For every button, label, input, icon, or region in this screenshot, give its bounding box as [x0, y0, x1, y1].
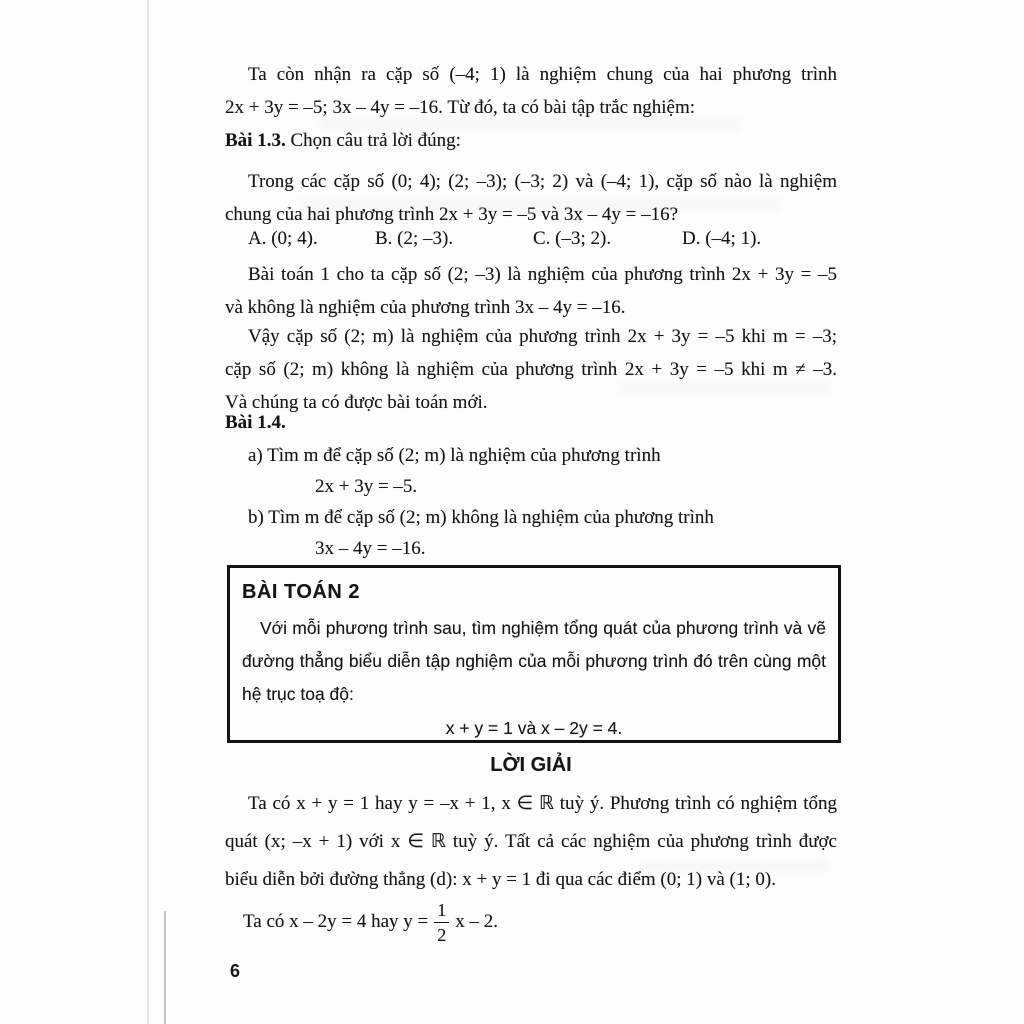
fraction-numerator: 1	[434, 901, 449, 923]
text-line: biểu diễn bởi đường thẳng (d): x + y = 1 đi qua các điểm (0; 1) và (1; 0).	[225, 869, 776, 890]
exercise-item-b: b) Tìm m để cặp số (2; m) không là nghiệm của phương trình	[248, 507, 714, 528]
text-line: quát (x; –x + 1) với x ∈ ℝ tuỳ ý. Tất cả các nghiệm của phương trình được	[225, 831, 837, 852]
equation-a: 2x + 3y = –5.	[315, 476, 418, 497]
exercise-heading-text: Chọn câu trả lời đúng:	[285, 130, 461, 151]
text-line: 2x + 3y = –5; 3x – 4y = –16. Từ đó, ta có bài tập trắc nghiệm:	[225, 97, 696, 118]
text-line: Trong các cặp số (0; 4); (2; –3); (–3; 2) và (–4; 1), cặp số nào là nghiệm	[248, 171, 837, 192]
text-line: Vậy cặp số (2; m) là nghiệm của phương trình 2x + 3y = –5 khi m = –3;	[248, 326, 837, 347]
text-line: Ta còn nhận ra cặp số (–4; 1) là nghiệm chung của hai phương trình	[248, 64, 837, 85]
paragraph-question	[225, 165, 837, 231]
answer-option-d: D. (–4; 1).	[682, 228, 762, 249]
problem-box-equation: x + y = 1 và x – 2y = 4.	[445, 718, 623, 738]
paragraph-intro	[225, 58, 837, 124]
problem-box-title: BÀI TOÁN 2	[242, 581, 360, 603]
answer-option-b: B. (2; –3).	[375, 228, 454, 249]
page-scan-edge-line-bottom	[164, 911, 166, 1024]
text-line: đường thẳng biểu diễn tập nghiệm của mỗi phương trình đó trên cùng một	[242, 651, 826, 671]
page-number: 6	[230, 961, 241, 981]
fraction	[434, 901, 449, 944]
page-content	[225, 0, 837, 1024]
problem-2-box	[227, 565, 841, 743]
text-line: cặp số (2; m) không là nghiệm của phương trình 2x + 3y = –5 khi m ≠ –3.	[225, 359, 837, 380]
exercise-1-4-heading: Bài 1.4.	[225, 412, 286, 433]
solution-paragraph	[225, 785, 837, 899]
text-line: hệ trục toạ độ:	[242, 684, 354, 704]
paragraph-analysis-1	[225, 258, 837, 324]
exercise-label: Bài 1.3.	[225, 130, 286, 151]
text-line: và không là nghiệm của phương trình 3x – 4y = –16.	[225, 297, 626, 318]
paragraph-analysis-2	[225, 320, 837, 419]
page-scan-edge-line	[147, 0, 149, 1024]
problem-box-statement	[242, 612, 826, 711]
solution-heading: LỜI GIẢI	[490, 754, 572, 776]
solution-last-line-prefix: Ta có x – 2y = 4 hay y =	[243, 911, 429, 932]
text-line: Bài toán 1 cho ta cặp số (2; –3) là nghiệm của phương trình 2x + 3y = –5	[248, 264, 837, 285]
exercise-item-a: a) Tìm m để cặp số (2; m) là nghiệm của phương trình	[248, 445, 661, 466]
text-line: chung của hai phương trình 2x + 3y = –5 và 3x – 4y = –16?	[225, 204, 679, 225]
answer-option-a: A. (0; 4).	[248, 228, 318, 249]
multiple-choice-row	[225, 228, 837, 254]
exercise-1-3-heading	[225, 128, 837, 154]
text-line: Với mỗi phương trình sau, tìm nghiệm tổng quát của phương trình và vẽ	[260, 618, 826, 638]
equation-b: 3x – 4y = –16.	[315, 538, 426, 559]
solution-last-line-suffix: x – 2.	[455, 911, 499, 932]
fraction-denominator: 2	[437, 924, 447, 945]
solution-last-line	[225, 896, 837, 948]
text-line: Ta có x + y = 1 hay y = –x + 1, x ∈ ℝ tuỳ ý. Phương trình có nghiệm tổng	[248, 793, 837, 814]
answer-option-c: C. (–3; 2).	[533, 228, 612, 249]
text-line: Và chúng ta có được bài toán mới.	[225, 392, 488, 413]
